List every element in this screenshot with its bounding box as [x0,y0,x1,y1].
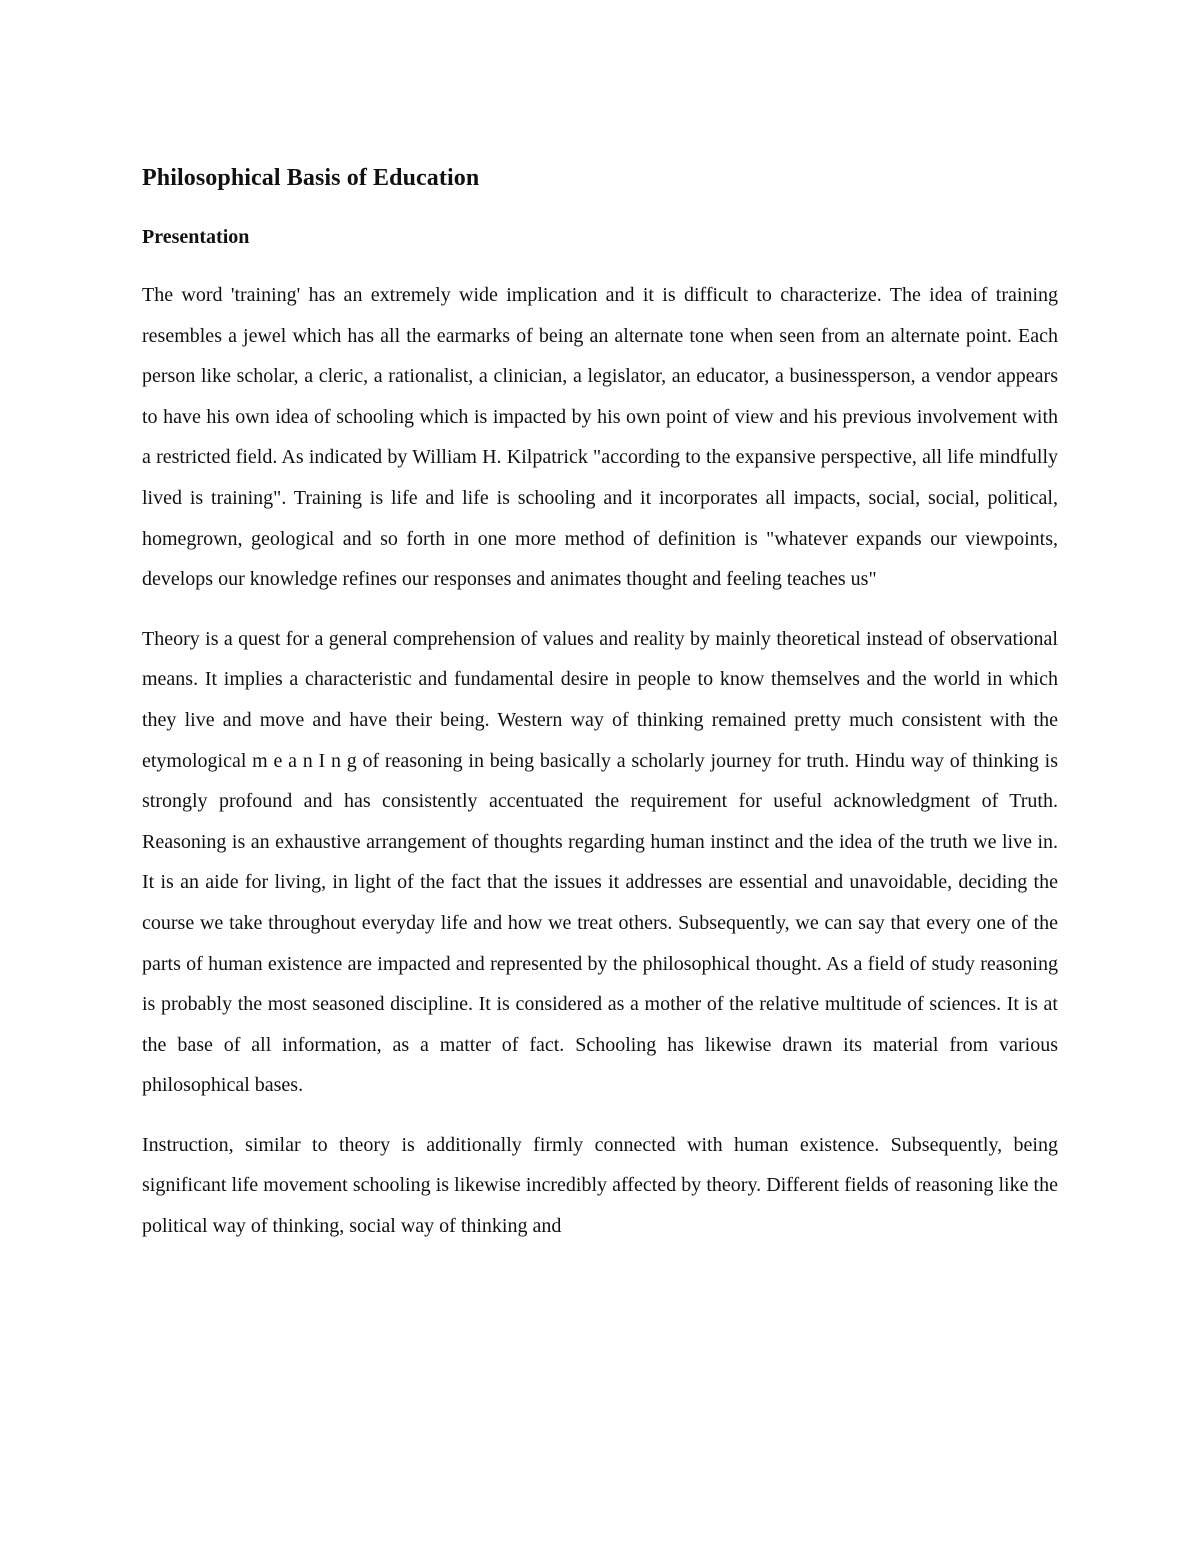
section-heading: Presentation [142,226,250,248]
paragraph: Theory is a quest for a general comprehension of values and reality by mainly theoretical instead of observational means. It implies a characteristic and fundamental desire in people to know themselves and the world in which they live and move and have their being. Western way of thinking remained pretty much consistent with the etymological m e a n I n g of reasoning in being basically a scholarly journey for truth. Hindu way of thinking is strongly profound and has consistently accentuated the requirement for useful acknowledgment of Truth. Reasoning is an exhaustive arrangement of thoughts regarding human instinct and the idea of the truth we live in. It is an aide for living, in light of the fact that the issues it addresses are essential and unavoidable, deciding the course we take throughout everyday life and how we treat others. Subsequently, we can say that every one of the parts of human existence are impacted and represented by the philosophical thought. As a field of study reasoning is probably the most seasoned discipline. It is considered as a mother of the relative multitude of sciences. It is at the base of all information, as a matter of fact. Schooling has likewise drawn its material from various philosophical bases. [142,627,1058,1097]
document-title: Philosophical Basis of Education [142,165,480,191]
paragraph: The word 'training' has an extremely wide implication and it is difficult to characterize. The idea of training resembles a jewel which has all the earmarks of being an alternate tone when seen from an alternate point. Each person like scholar, a cleric, a rationalist, a clinician, a legislator, an educator, a businessperson, a vendor appears to have his own idea of schooling which is impacted by his own point of view and his previous involvement with a restricted field. As indicated by William H. Kilpatrick "according to the expansive perspective, all life mindfully lived is training". Training is life and life is schooling and it incorporates all impacts, social, social, political, homegrown, geological and so forth in one more method of definition is "whatever expands our viewpoints, develops our knowledge refines our responses and animates thought and feeling teaches us" [142,284,1058,591]
document-page [142,158,1058,1266]
paragraph: Instruction, similar to theory is additionally firmly connected with human existence. Subsequently, being significant life movement schooling is likewise incredibly affected by theory. Different fields of reasoning like the political way of thinking, social way of thinking and [142,1133,1058,1238]
